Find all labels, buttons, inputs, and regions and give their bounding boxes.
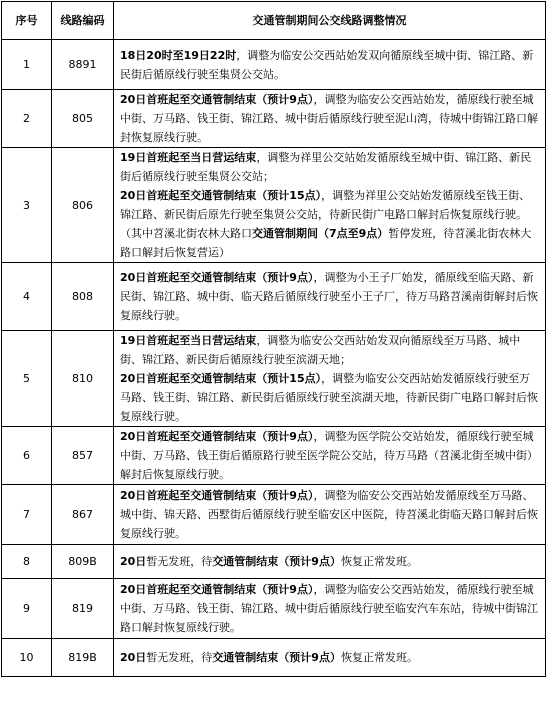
emphasized-text: 20日首班起至交通管制结束（预计9点） [120,271,314,284]
description-text: ，调整为医学院公交站始发，循原线行驶至城中街、万马路、钱王街后循原路行驶至医学院公交站，待万马路（苕溪北街至城中街）解封后恢复原线行驶。 [120,430,538,481]
emphasized-text: 20日首班起至交通管制结束（预计9点） [120,430,314,443]
emphasized-text: 20日首班起至交通管制结束（预计9点） [120,489,314,502]
emphasized-text: 19日首班起至当日营运结束 [120,151,257,164]
description-text: 恢复正常发班。 [340,651,418,664]
table-row [2,331,546,427]
serial-number-cell: 1 [2,40,52,90]
route-code-cell: 810 [52,331,114,427]
description-text: ，调整为临安公交西站始发双向循原线至万马路、城中街、锦江路、新民街后循原线行驶至滨湖天地； [120,334,521,366]
route-code-cell: 8891 [52,40,114,90]
description-text: ，调整为临安公交西站始发，循原线行驶至城中街、万马路、钱王街、锦江路、城中街后循原线行驶至临安汽车东站，待城中街锦江路口解封恢复原线行驶。 [120,583,538,634]
emphasized-text: 19日首班起至当日营运结束 [120,334,257,347]
route-code-cell: 808 [52,263,114,331]
route-code-cell: 867 [52,485,114,545]
adjustment-description-cell [114,90,546,148]
emphasized-text: 20日首班起至交通管制结束（预计15点） [120,189,322,202]
header-route-code: 线路编码 [52,2,114,40]
description-text: 恢复正常发班。 [340,555,418,568]
serial-number-cell: 3 [2,148,52,263]
serial-number-cell: 2 [2,90,52,148]
serial-number-cell: 10 [2,639,52,677]
serial-number-cell: 8 [2,545,52,579]
adjustment-description-cell [114,331,546,427]
adjustment-description-cell [114,639,546,677]
table-header-row [2,2,546,40]
table-row [2,485,546,545]
table-row [2,148,546,263]
table-body [2,40,546,677]
adjustment-description-cell [114,485,546,545]
emphasized-text: 20日 [120,555,147,568]
route-code-cell: 857 [52,427,114,485]
adjustment-description-cell [114,40,546,90]
table-row [2,263,546,331]
route-adjustment-table [1,1,546,677]
header-adjustment-details: 交通管制期间公交线路调整情况 [114,2,546,40]
emphasized-text: 20日首班起至交通管制结束（预计9点） [120,583,314,596]
serial-number-cell: 4 [2,263,52,331]
route-code-cell: 809B [52,545,114,579]
table-row [2,90,546,148]
description-text: ，调整为小王子厂始发，循原线至临天路、新民街、锦江路、城中街、临天路后循原线行驶至小王子厂，待万马路苕溪南街解封后恢复原线行驶。 [120,271,538,322]
description-text: ，调整为祥里公交站始发循原线至城中街、锦江路、新民街后循原线行驶至集贤公交站； [120,151,532,183]
table-row [2,545,546,579]
description-text: 暂无发班，待 [146,555,213,568]
emphasized-text: 20日首班起至交通管制结束（预计15点） [120,372,322,385]
route-code-cell: 806 [52,148,114,263]
description-text: ，调整为临安公交西站始发双向循原线至城中街、锦江路、新民街后循原线行驶至集贤公交站。 [120,48,534,81]
table-row [2,639,546,677]
header-serial-number: 序号 [2,2,52,40]
description-text: ，调整为祥里公交站始发循原线至钱王街、锦江路、新民街后原先行驶至集贤公交站，待新民街广电路口解封后恢复原线行驶。（其中苕溪北街农林大路口 [120,189,531,240]
description-text: ，调整为临安公交西站始发循原线至万马路、城中街、锦天路、西墅街后循原线行驶至临安区中医院，待苕溪北街临天路口解封后恢复原线行驶。 [120,489,538,540]
table-row [2,427,546,485]
table-row [2,40,546,90]
route-code-cell: 819B [52,639,114,677]
emphasized-text: 18日20时至19日22时 [120,48,237,62]
serial-number-cell: 5 [2,331,52,427]
serial-number-cell: 7 [2,485,52,545]
emphasized-text: 20日首班起至交通管制结束（预计9点） [120,93,314,106]
emphasized-text: 20日 [120,651,147,664]
emphasized-text: 交通管制期间（7点至9点） [252,227,389,240]
description-text: 暂停发班，待苕溪北街农林大路口解封后恢复营运） [120,227,532,259]
description-text: ，调整为临安公交西站始发循原线行驶至万马路、钱王街、锦江路、新民街后循原线行驶至滨湖天地，待新民街广电路口解封后恢复原线行驶。 [120,372,538,423]
route-code-cell: 805 [52,90,114,148]
adjustment-description-cell [114,545,546,579]
emphasized-text: 交通管制结束（预计9点） [212,555,341,568]
description-text: 暂无发班，待 [146,651,213,664]
description-text: ，调整为临安公交西站始发，循原线行驶至城中街、万马路、钱王街、锦江路、城中街后循原线行驶至泥山湾，待城中街锦江路口解封恢复原线行驶。 [120,93,538,144]
adjustment-description-cell [114,148,546,263]
table-row [2,579,546,639]
adjustment-description-cell [114,427,546,485]
emphasized-text: 交通管制结束（预计9点） [212,651,341,664]
adjustment-description-cell [114,263,546,331]
adjustment-description-cell [114,579,546,639]
serial-number-cell: 6 [2,427,52,485]
serial-number-cell: 9 [2,579,52,639]
route-code-cell: 819 [52,579,114,639]
